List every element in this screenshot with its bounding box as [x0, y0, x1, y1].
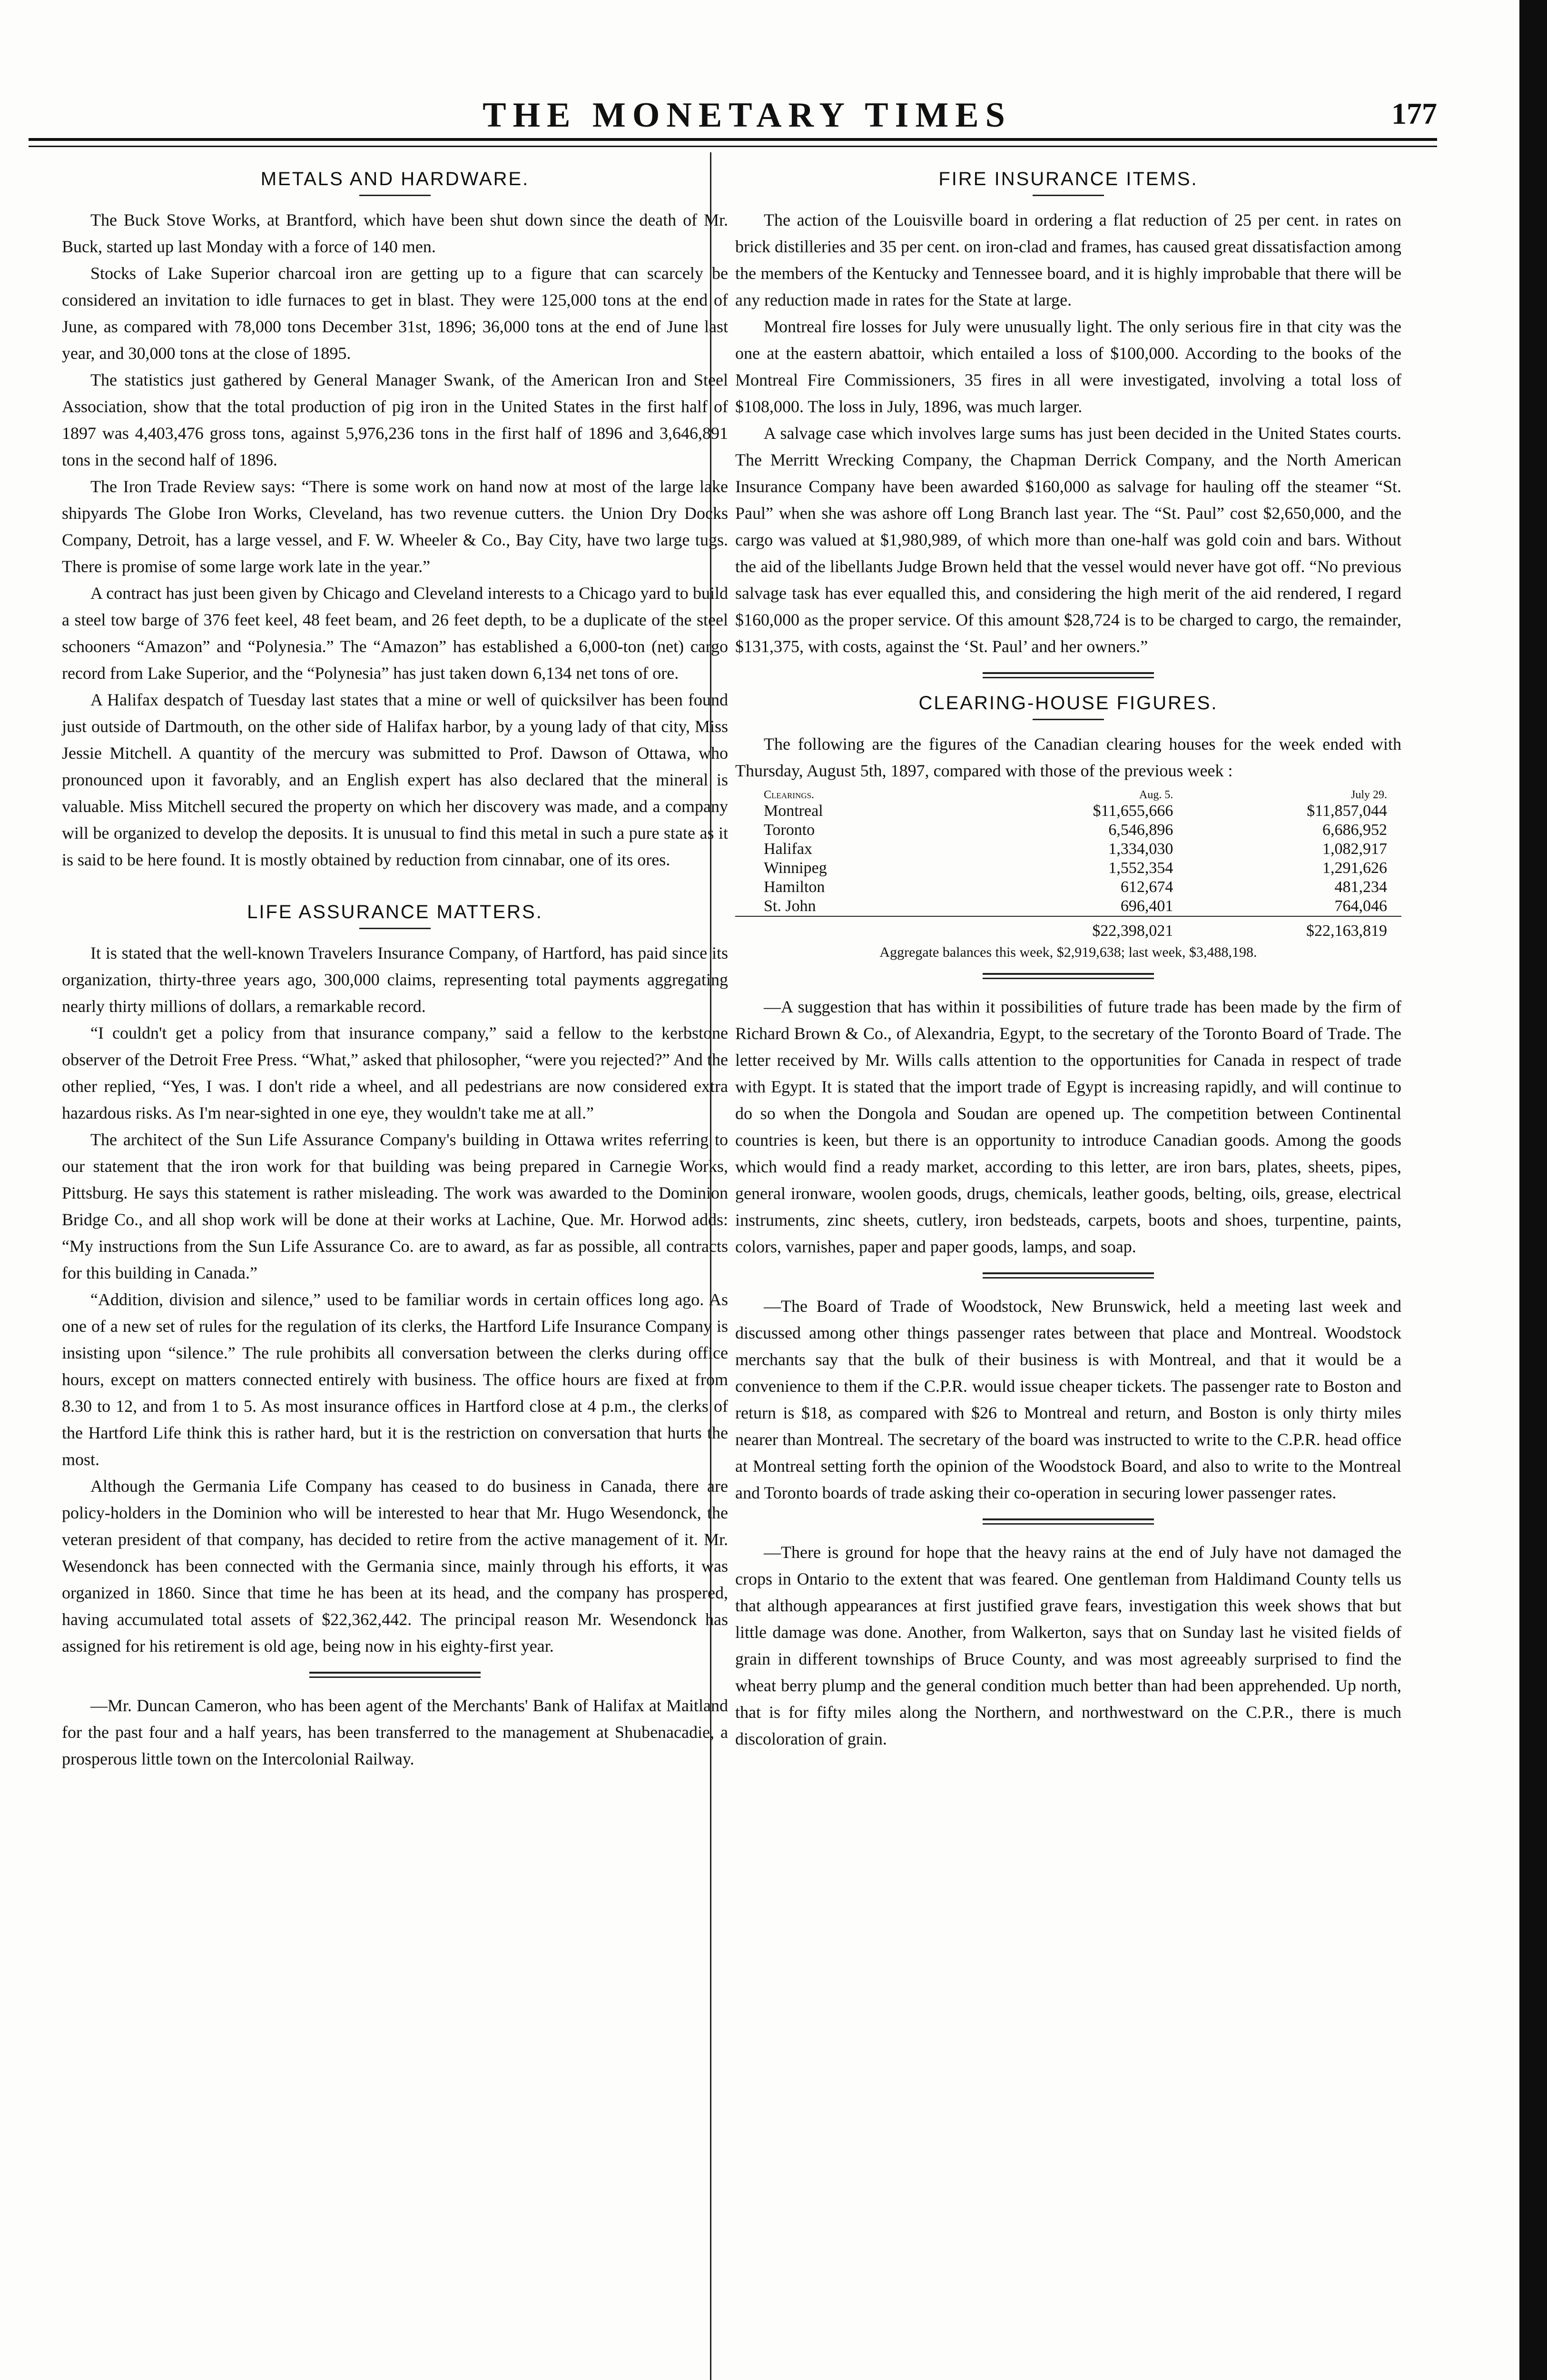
column-header: Aug. 5.	[1139, 789, 1173, 801]
aug5-cell: 612,674	[1120, 878, 1173, 896]
article-fire	[735, 207, 1401, 660]
paragraph: Stocks of Lake Superior charcoal iron are getting up to a figure that can scarcely be considered an invitation to idle furnaces to get in blast. They were 125,000 tons at the end of June, as compared with 78,000 tons December 31st, 1896; 36,000 tons at the end of June last year, and 30,000 tons at the close of 1895.	[62, 264, 728, 363]
section-heading-metals: METALS AND HARDWARE.	[260, 169, 530, 189]
clearing-table	[735, 789, 1401, 941]
jul29-cell: 1,291,626	[1322, 859, 1387, 877]
paragraph: A salvage case which involves large sums has just been decided in the United States courts. The Merritt Wrecking Company, the Chapman Derrick Company, and the North American Insurance Company have been awarded $160,000 as salvage for hauling off the steamer “St. Paul” when she was ashore off Long Branch last year. The “St. Paul” cost $2,650,000, and the cargo was valued at $1,980,989, of which more than one-half was gold coin and bars. Without the aid of the libellants Judge Brown held that the vessel would never have got off. “No previous salvage task has ever equalled this, and considering the high merit of the aid rendered, I regard $160,000 as the proper service. Of this amount $28,724 is to be charged to cargo, the remainder, $131,375, with costs, against the ‘St. Paul’ and her owners.”	[735, 424, 1401, 656]
article-cameron	[62, 1692, 728, 1772]
paragraph: A contract has just been given by Chicago and Cleveland interests to a Chicago yard to build a steel tow barge of 376 feet keel, 48 feet beam, and 26 feet depth, to be a duplicate of the steel schooners “Amazon” and “Polynesia.” The “Amazon” has established a 6,000-ton (net) cargo record from Lake Superior, and the “Polynesia” has just taken down 6,134 net tons of ore.	[62, 584, 728, 683]
section-rule	[983, 672, 1154, 678]
column-header: July 29.	[1350, 789, 1387, 801]
article-woodstock	[735, 1293, 1401, 1506]
masthead	[29, 86, 1466, 143]
paragraph: The Buck Stove Works, at Brantford, which have been shut down since the death of Mr. Buck, started up last Monday with a force of 140 men.	[62, 210, 728, 256]
section-rule	[983, 973, 1154, 979]
paragraph: The statistics just gathered by General Manager Swank, of the American Iron and Steel Association, show that the total production of pig iron in the United States in the first half of 1897 was 4,403,476 gross tons, against 5,976,236 tons in the first half of 1896 and 3,646,891 tons in the second half of 1896.	[62, 370, 728, 469]
aug5-cell: $11,655,666	[1093, 802, 1173, 820]
heading-rule	[1033, 719, 1104, 720]
jul29-cell: 481,234	[1334, 878, 1387, 896]
paragraph: It is stated that the well-known Travelers Insurance Company, of Hartford, has paid since its organization, thirty-three years ago, 300,000 claims, representing total payments aggregating nearly thirty millions of dollars, a remarkable record.	[62, 943, 728, 1016]
paragraph: The Iron Trade Review says: “There is some work on hand now at most of the large lake shipyards The Globe Iron Works, Cleveland, has two revenue cutters. the Union Dry Docks Company, Detroit, has a large vessel, and F. W. Wheeler & Co., Bay City, have two large tugs. There is promise of some large work late in the year.”	[62, 477, 728, 576]
left-column	[62, 157, 728, 1772]
table-row	[735, 897, 1401, 916]
city-cell: Montreal	[764, 802, 823, 820]
jul29-cell: 6,686,952	[1322, 821, 1387, 839]
article-metals	[62, 207, 728, 873]
paragraph: “Addition, division and silence,” used to be familiar words in certain offices long ago. As one of a new set of rules for the regulation of its clerks, the Hartford Life Insurance Company is insisting upon “silence.” The rule prohibits all conversation between the clerks during office hours, except on matters connected entirely with business. The office hours are fixed at from 8.30 to 12, and from 1 to 5. As most insurance offices in Hartford close at 4 p.m., the clerks of the Hartford Life think this is rather hard, but it is the restriction on conversation that hurts the most.	[62, 1290, 728, 1469]
aug5-cell: 1,334,030	[1108, 840, 1173, 858]
aug5-cell: 1,552,354	[1108, 859, 1173, 877]
table-row	[735, 878, 1401, 897]
city-cell: Halifax	[764, 840, 812, 858]
totals-label-cell	[735, 916, 974, 941]
heading-rule	[359, 195, 431, 196]
paragraph: The following are the figures of the Canadian clearing houses for the week ended with Thursday, August 5th, 1897, compared with those of the previous week :	[735, 734, 1401, 780]
table-row	[735, 840, 1401, 859]
article-clearing	[735, 731, 1401, 961]
article-life	[62, 940, 728, 1659]
right-column	[735, 157, 1401, 1752]
paragraph: —Mr. Duncan Cameron, who has been agent of the Merchants' Bank of Halifax at Maitland for the past four and a half years, has been transferred to the management at Shubenacadie, a prosperous little town on the Intercolonial Railway.	[62, 1696, 728, 1768]
table-row	[735, 821, 1401, 840]
paragraph: —There is ground for hope that the heavy rains at the end of July have not damaged the crops in Ontario to the extent that was feared. One gentleman from Haldimand County tells us that although appearances at first justified grave fears, investigation this week shows that but little damage was done. Another, from Walkerton, says that on Sunday last he visited fields of grain in different townships of Bruce County, and was most agreeably surprised to find the wheat berry plump and the general condition much better than had been apprehended. Up north, that is for fifty miles along the Northern, and northwestward on the C.P.R., there is much discoloration of grain.	[735, 1543, 1401, 1748]
table-header-row	[735, 789, 1401, 802]
paragraph: Although the Germania Life Company has ceased to do business in Canada, there are policy-holders in the Dominion who will be interested to hear that Mr. Hugo Wesendonck, the veteran president of that company, has decided to retire from the active management of it. Mr. Wesendonck has been connected with the Germania since, mainly through his efforts, it was organized in 1860. Since that time he has been at its head, and the company has prospered, having accumulated total assets of $22,362,442. The principal reason Mr. Wesendonck has assigned for his retirement is old age, being now in his eighty-first year.	[62, 1477, 728, 1656]
section-rule	[983, 1518, 1154, 1525]
city-cell: Winnipeg	[764, 859, 827, 877]
totals-row	[735, 916, 1401, 941]
section-rule	[309, 1672, 481, 1678]
jul29-total: $22,163,819	[1187, 916, 1401, 941]
city-cell: Hamilton	[764, 878, 825, 896]
heading-rule	[359, 928, 431, 929]
paragraph: The architect of the Sun Life Assurance Company's building in Ottawa writes referring to our statement that the iron work for that building was being prepared in Carnegie Works, Pittsburg. He says this statement is rather misleading. The work was awarded to the Dominion Bridge Co., and all shop work will be done at their works at Lachine, Que. Mr. Horwod adds: “My instructions from the Sun Life Assurance Co. are to award, as far as possible, all contracts for this building in Canada.”	[62, 1130, 728, 1282]
paragraph: “I couldn't get a policy from that insurance company,” said a fellow to the kerbstone observer of the Detroit Free Press. “What,” asked that philosopher, “were you rejected?” And the other replied, “Yes, I was. I don't ride a wheel, and all pedestrians are now considered extra hazardous risks. As I'm near-sighted in one eye, they wouldn't take me at all.”	[62, 1023, 728, 1122]
jul29-cell: $11,857,044	[1307, 802, 1387, 820]
paragraph: —The Board of Trade of Woodstock, New Brunswick, held a meeting last week and discussed among other things passenger rates between that place and Montreal. Woodstock merchants say that the bulk of their business is with Montreal, and that it would be a convenience to them if the C.P.R. would issue cheaper tickets. The passenger rate to Boston and return is $18, as compared with $26 to Montreal and return, and Boston is only thirty miles nearer than Montreal. The secretary of the board was instructed to write to the C.P.R. head office at Montreal setting forth the opinion of the Woodstock Board, and also to write to the Montreal and Toronto boards of trade asking their co-operation in securing lower passenger rates.	[735, 1297, 1401, 1502]
section-heading-clearing: CLEARING-HOUSE FIGURES.	[918, 693, 1218, 714]
section-heading-life: LIFE ASSURANCE MATTERS.	[247, 902, 543, 922]
masthead-rule	[29, 138, 1437, 147]
table-row	[735, 802, 1401, 821]
jul29-cell: 1,082,917	[1322, 840, 1387, 858]
paragraph: A Halifax despatch of Tuesday last states that a mine or well of quicksilver has been found just outside of Dartmouth, on the other side of Halifax harbor, by a young lady of that city, Miss Jessie Mitchell. A quantity of the mercury was submitted to Prof. Dawson of Ottawa, who pronounced upon it favorably, and an English expert has also declared that the mineral is valuable. Miss Mitchell secured the property on which her discovery was made, and a company will be organized to develop the deposits. It is unusual to find this metal in such a pure state as it is said to be here found. It is mostly obtained by reduction from cinnabar, one of its ores.	[62, 690, 728, 869]
aug5-cell: 6,546,896	[1108, 821, 1173, 839]
section-rule	[983, 1272, 1154, 1279]
paragraph: —A suggestion that has within it possibilities of future trade has been made by the firm of Richard Brown & Co., of Alexandria, Egypt, to the secretary of the Toronto Board of Trade. The letter received by Mr. Wills calls attention to the opportunities for Canada in respect of trade with Egypt. It is stated that the import trade of Egypt is increasing rapidly, and will continue to do so when the Dongola and Soudan are opened up. The competition between Continental countries is keen, but there is an opportunity to introduce Canadian goods. Among the goods which would find a ready market, according to this letter, are iron bars, plates, sheets, pipes, general ironware, woolen goods, drugs, chemicals, leather goods, belting, oils, grease, electrical instruments, zinc sheets, cutlery, iron bedsteads, carpets, boots and shoes, turpentine, paints, colors, varnishes, paper and paper goods, lamps, and soap.	[735, 997, 1401, 1256]
page-edge-shadow	[1519, 0, 1547, 2380]
table-row	[735, 859, 1401, 878]
city-cell: St. John	[764, 897, 816, 915]
paragraph: Montreal fire losses for July were unusually light. The only serious fire in that city was the one at the eastern abattoir, which entailed a loss of $100,000. According to the books of the Montreal Fire Commissioners, 35 fires in all were investigated, involving a total loss of $108,000. The loss in July, 1896, was much larger.	[735, 317, 1401, 416]
article-crops	[735, 1539, 1401, 1752]
aggregate-balances: Aggregate balances this week, $2,919,638; last week, $3,488,198.	[879, 944, 1257, 960]
jul29-cell: 764,046	[1334, 897, 1387, 915]
column-header: Clearings.	[764, 789, 815, 801]
section-heading-fire: FIRE INSURANCE ITEMS.	[938, 169, 1198, 189]
paragraph: The action of the Louisville board in ordering a flat reduction of 25 per cent. in rates on brick distilleries and 35 per cent. on iron-clad and frames, has caused great dissatisfaction among the members of the Kentucky and Tennessee board, and it is highly improbable that there will be any reduction made in rates for the State at large.	[735, 210, 1401, 309]
page-number: 177	[1391, 97, 1437, 130]
heading-rule	[1033, 195, 1104, 196]
aug5-cell: 696,401	[1120, 897, 1173, 915]
article-egypt	[735, 993, 1401, 1260]
aug5-total: $22,398,021	[974, 916, 1188, 941]
city-cell: Toronto	[764, 821, 815, 839]
publication-title: THE MONETARY TIMES	[483, 96, 1012, 135]
